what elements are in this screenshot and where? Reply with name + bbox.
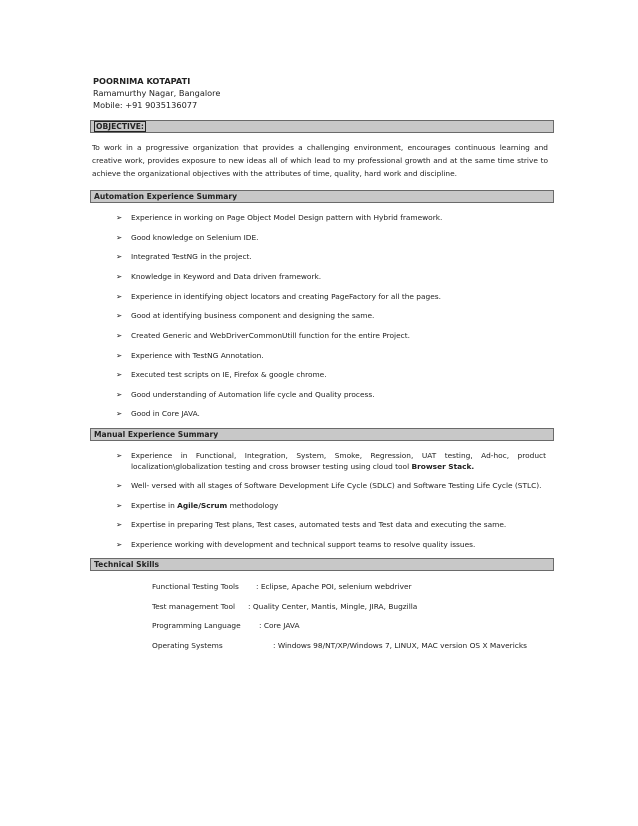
- arrow-bullet-icon: ➢: [116, 351, 123, 360]
- contact-header: [93, 75, 220, 111]
- technical-heading: Technical Skills: [90, 558, 554, 571]
- mobile-number: Mobile: +91 9035136077: [93, 100, 198, 110]
- address: Ramamurthy Nagar, Bangalore: [93, 88, 221, 98]
- objective-text: To work in a progressive organization that provides a challenging environment, encourages continuous learning and creative work, provides exposure to new ideas all of which lead to my professional growth and at the same time strive to achieve the organizational objectives with the attributes of time, quality, hard work and discipline.: [92, 143, 548, 178]
- arrow-bullet-icon: ➢: [116, 481, 123, 490]
- skill-value: : Eclipse, Apache POI, selenium webdriver: [256, 582, 412, 591]
- arrow-bullet-icon: ➢: [116, 409, 123, 418]
- arrow-bullet-icon: ➢: [116, 451, 123, 460]
- arrow-bullet-icon: ➢: [116, 390, 123, 399]
- arrow-bullet-icon: ➢: [116, 311, 123, 320]
- automation-heading: Automation Experience Summary: [90, 190, 554, 203]
- skill-value: : Core JAVA: [259, 621, 300, 630]
- manual-heading: Manual Experience Summary: [90, 428, 554, 441]
- skill-label: Test management Tool: [152, 602, 236, 611]
- arrow-bullet-icon: ➢: [116, 213, 123, 222]
- candidate-name: POORNIMA KOTAPATI: [93, 76, 191, 86]
- skill-label: Programming Language: [152, 621, 241, 630]
- resume-page: POORNIMA KOTAPATI Ramamurthy Nagar, Bangalore Mobile: +91 9035136077 OBJECTIVE: To work in a progressive organization that provides a challenging environment, encourages continuous learning and creative work, provides exposure to new ideas all of which lead to my professional growth and at the same time strive to achieve the organizational objectives with the attributes of time, quality, hard work and discipline. Automation Experience Summary ➢ Experience in working on Page Object Model Design pattern with Hybrid framework. ➢ Good knowledge on Selenium IDE. ➢ Integrated TestNG in the project. ➢ Knowledge in Keyword and Data driven framework. ➢ Experience in identifying object locators and creating PageFactory for all the pages. ➢ Good at identifying business component and designing the same. ➢ Created Generic and WebDriverCommonUtill function for the entire Project. ➢ Experience with TestNG Annotation. ➢ Executed test scripts on IE, Firefox & google chrome. ➢ Good understanding of Automation life cycle and Quality process. ➢ Good in Core JAVA. Manual Experience Summary ➢ Experience in Functional, Integration, System, Smoke, Regression, UAT testing, Ad-hoc, product localization\globalization testing and cross browser testing using cloud tool Browser Stack. ➢ Well- versed with all stages of Software Development Life Cycle (SDLC) and Software Testing Life Cycle (STLC). ➢ Expertise in Agile/Scrum methodology ➢ Expertise in preparing Test plans, Test cases, automated tests and Test data and executing the same. ➢ Experience working with development and technical support teams to resolve quality issues. Technical Skills Functional Testing Tools : Eclipse, Apache POI, selenium webdriver Test management Tool : Quality Center, Mantis, Mingle, JIRA, Bugzilla Programming Language : Core JAVA Operating Systems : Windows 98/NT/XP/Windows 7, LINUX, MAC version OS X Mavericks: [0, 0, 638, 826]
- arrow-bullet-icon: ➢: [116, 233, 123, 242]
- objective-heading: [90, 120, 554, 133]
- skill-label: Functional Testing Tools: [152, 582, 239, 591]
- objective-label: OBJECTIVE:: [96, 122, 144, 131]
- skill-value: : Quality Center, Mantis, Mingle, JIRA, Bugzilla: [248, 602, 418, 611]
- arrow-bullet-icon: ➢: [116, 252, 123, 261]
- arrow-bullet-icon: ➢: [116, 370, 123, 379]
- arrow-bullet-icon: ➢: [116, 331, 123, 340]
- skill-label: Operating Systems: [152, 641, 223, 650]
- arrow-bullet-icon: ➢: [116, 292, 123, 301]
- arrow-bullet-icon: ➢: [116, 272, 123, 281]
- arrow-bullet-icon: ➢: [116, 520, 123, 529]
- arrow-bullet-icon: ➢: [116, 540, 123, 549]
- skill-value: : Windows 98/NT/XP/Windows 7, LINUX, MAC version OS X Mavericks: [273, 641, 527, 650]
- arrow-bullet-icon: ➢: [116, 501, 123, 510]
